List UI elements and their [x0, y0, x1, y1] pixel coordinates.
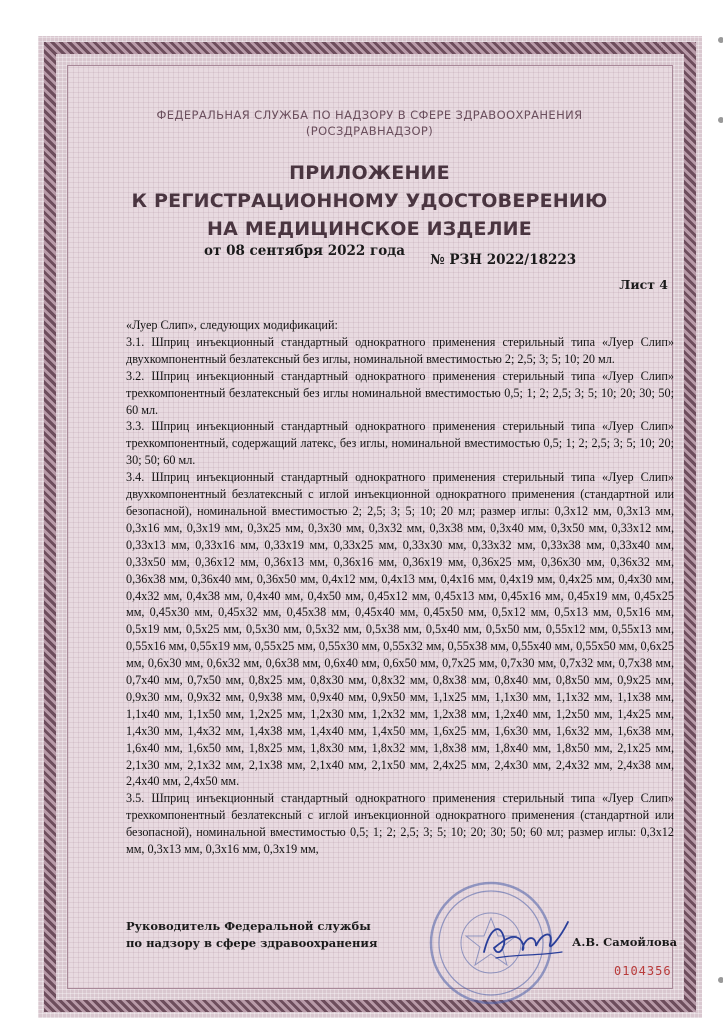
body-paragraph: 3.1. Шприц инъекционный стандартный однократного применения стерильный типа «Луер Слип» двухкомпонентный безлатексный без иглы, номинальной вместимостью 2; 2,5; 3; 5; 10; 20 мл. [126, 334, 674, 366]
serial-number: 0104356 [614, 964, 672, 978]
sheet-number: Лист 4 [619, 277, 668, 292]
body-paragraph: «Луер Слип», следующих модификаций: [126, 318, 338, 332]
document-subtitle-1: К РЕГИСТРАЦИОННОМУ УДОСТОВЕРЕНИЮ [131, 190, 608, 212]
body-paragraph: 3.5. Шприц инъекционный стандартный однократного применения стерильный типа «Луер Слип» трехкомпонентный безлатексный с иглой инъекционной однократного применения (стандартной или безопасной), номинальной вместимостью 0,5; 1; 2; 2,5; 3; 5; 10; 20; 30; 50; 60 мл; размер иглы: 0,3x12 мм, 0,3x13 мм, 0,3x16 мм, 0,3x19 мм, [126, 791, 674, 857]
document-title: ПРИЛОЖЕНИЕ [289, 162, 450, 184]
certificate-sheet [38, 36, 702, 1018]
body-paragraph: 3.3. Шприц инъекционный стандартный однократного применения стерильный типа «Луер Слип» трехкомпонентный, содержащий латекс, без иглы, номинальной вместимостью 0,5; 1; 2; 2,5; 3; 5; 10; 20; 30; 50; 60 мл. [126, 419, 674, 468]
body-paragraph: 3.2. Шприц инъекционный стандартный однократного применения стерильный типа «Луер Слип» трехкомпонентный безлатексный без иглы номинальной вместимостью 0,5; 1; 2; 2,5; 3; 5; 10; 20; 30; 50; 60 мл. [126, 368, 674, 417]
issue-date: от 08 сентября 2022 года [204, 243, 405, 259]
document-subtitle-2: НА МЕДИЦИНСКОЕ ИЗДЕЛИЕ [207, 218, 532, 240]
signer-name: А.В. Самойлова [572, 935, 678, 949]
signer-position-line: по надзору в сфере здравоохранения [126, 936, 378, 950]
handwritten-signature [476, 908, 572, 968]
document-body [126, 317, 674, 858]
body-paragraph: 3.4. Шприц инъекционный стандартный однократного применения стерильный типа «Луер Слип» двухкомпонентный безлатексный с иглой инъекционной однократного применения (стандартной или безопасной), номинальной вместимостью 2; 2,5; 3; 5; 10; 20 мл; размер иглы: 0,3x12 мм, 0,3x13 мм, 0,3x16 мм, 0,3x19 мм, 0,3x25 мм, 0,3x30 мм, 0,3x32 мм, 0,3x38 мм, 0,3x40 мм, 0,3x50 мм, 0,33x12 мм, 0,33x13 мм, 0,33x16 мм, 0,33x19 мм, 0,33x25 мм, 0,33x30 мм, 0,33x32 мм, 0,33x38 мм, 0,33x40 мм, 0,33x50 мм, 0,36x12 мм, 0,36x13 мм, 0,36x16 мм, 0,36x19 мм, 0,36x25 мм, 0,36x30 мм, 0,36x32 мм, 0,36x38 мм, 0,36x40 мм, 0,36x50 мм, 0,4x12 мм, 0,4x13 мм, 0,4x16 мм, 0,4x19 мм, 0,4x25 мм, 0,4x30 мм, 0,4x32 мм, 0,4x38 мм, 0,4x40 мм, 0,4x50 мм, 0,45x12 мм, 0,45x13 мм, 0,45x16 мм, 0,45x19 мм, 0,45x25 мм, 0,45x30 мм, 0,45x32 мм, 0,45x38 мм, 0,45x40 мм, 0,45x50 мм, 0,5x12 мм, 0,5x13 мм, 0,5x16 мм, 0,5x19 мм, 0,5x25 мм, 0,5x30 мм, 0,5x32 мм, 0,5x38 мм, 0,5x40 мм, 0,5x50 мм, 0,55x12 мм, 0,55x13 мм, 0,55x16 мм, 0,55x19 мм, 0,55x25 мм, 0,55x30 мм, 0,55x32 мм, 0,55x38 мм, 0,55x40 мм, 0,55x50 мм, 0,6x25 мм, 0,6x30 мм, 0,6x32 мм, 0,6x38 мм, 0,6x40 мм, 0,6x50 мм, 0,7x25 мм, 0,7x30 мм, 0,7x32 мм, 0,7x38 мм, 0,7x40 мм, 0,7x50 мм, 0,8x25 мм, 0,8x30 мм, 0,8x32 мм, 0,8x38 мм, 0,8x40 мм, 0,8x50 мм, 0,9x25 мм, 0,9x30 мм, 0,9x32 мм, 0,9x38 мм, 0,9x40 мм, 0,9x50 мм, 1,1x25 мм, 1,1x30 мм, 1,1x32 мм, 1,1x38 мм, 1,1x40 мм, 1,1x50 мм, 1,2x25 мм, 1,2x30 мм, 1,2x32 мм, 1,2x38 мм, 1,2x40 мм, 1,2x50 мм, 1,4x25 мм, 1,4x30 мм, 1,4x32 мм, 1,4x38 мм, 1,4x40 мм, 1,4x50 мм, 1,6x25 мм, 1,6x30 мм, 1,6x32 мм, 1,6x38 мм, 1,6x40 мм, 1,6x50 мм, 1,8x25 мм, 1,8x30 мм, 1,8x32 мм, 1,8x38 мм, 1,8x40 мм, 1,8x50 мм, 2,1x25 мм, 2,1x30 мм, 2,1x32 мм, 2,1x38 мм, 2,1x40 мм, 2,1x50 мм, 2,4x25 мм, 2,4x30 мм, 2,4x32 мм, 2,4x38 мм, 2,4x40 мм, 2,4x50 мм. [126, 470, 674, 789]
agency-abbreviation: (РОСЗДРАВНАДЗОР) [305, 124, 434, 138]
agency-name: ФЕДЕРАЛЬНАЯ СЛУЖБА ПО НАДЗОРУ В СФЕРЕ ЗДРАВООХРАНЕНИЯ [156, 108, 583, 122]
signer-position [126, 918, 377, 952]
registration-number: № РЗН 2022/18223 [430, 252, 577, 268]
binding-holes [713, 0, 723, 1024]
signer-position-line: Руководитель Федеральной службы [126, 919, 371, 933]
